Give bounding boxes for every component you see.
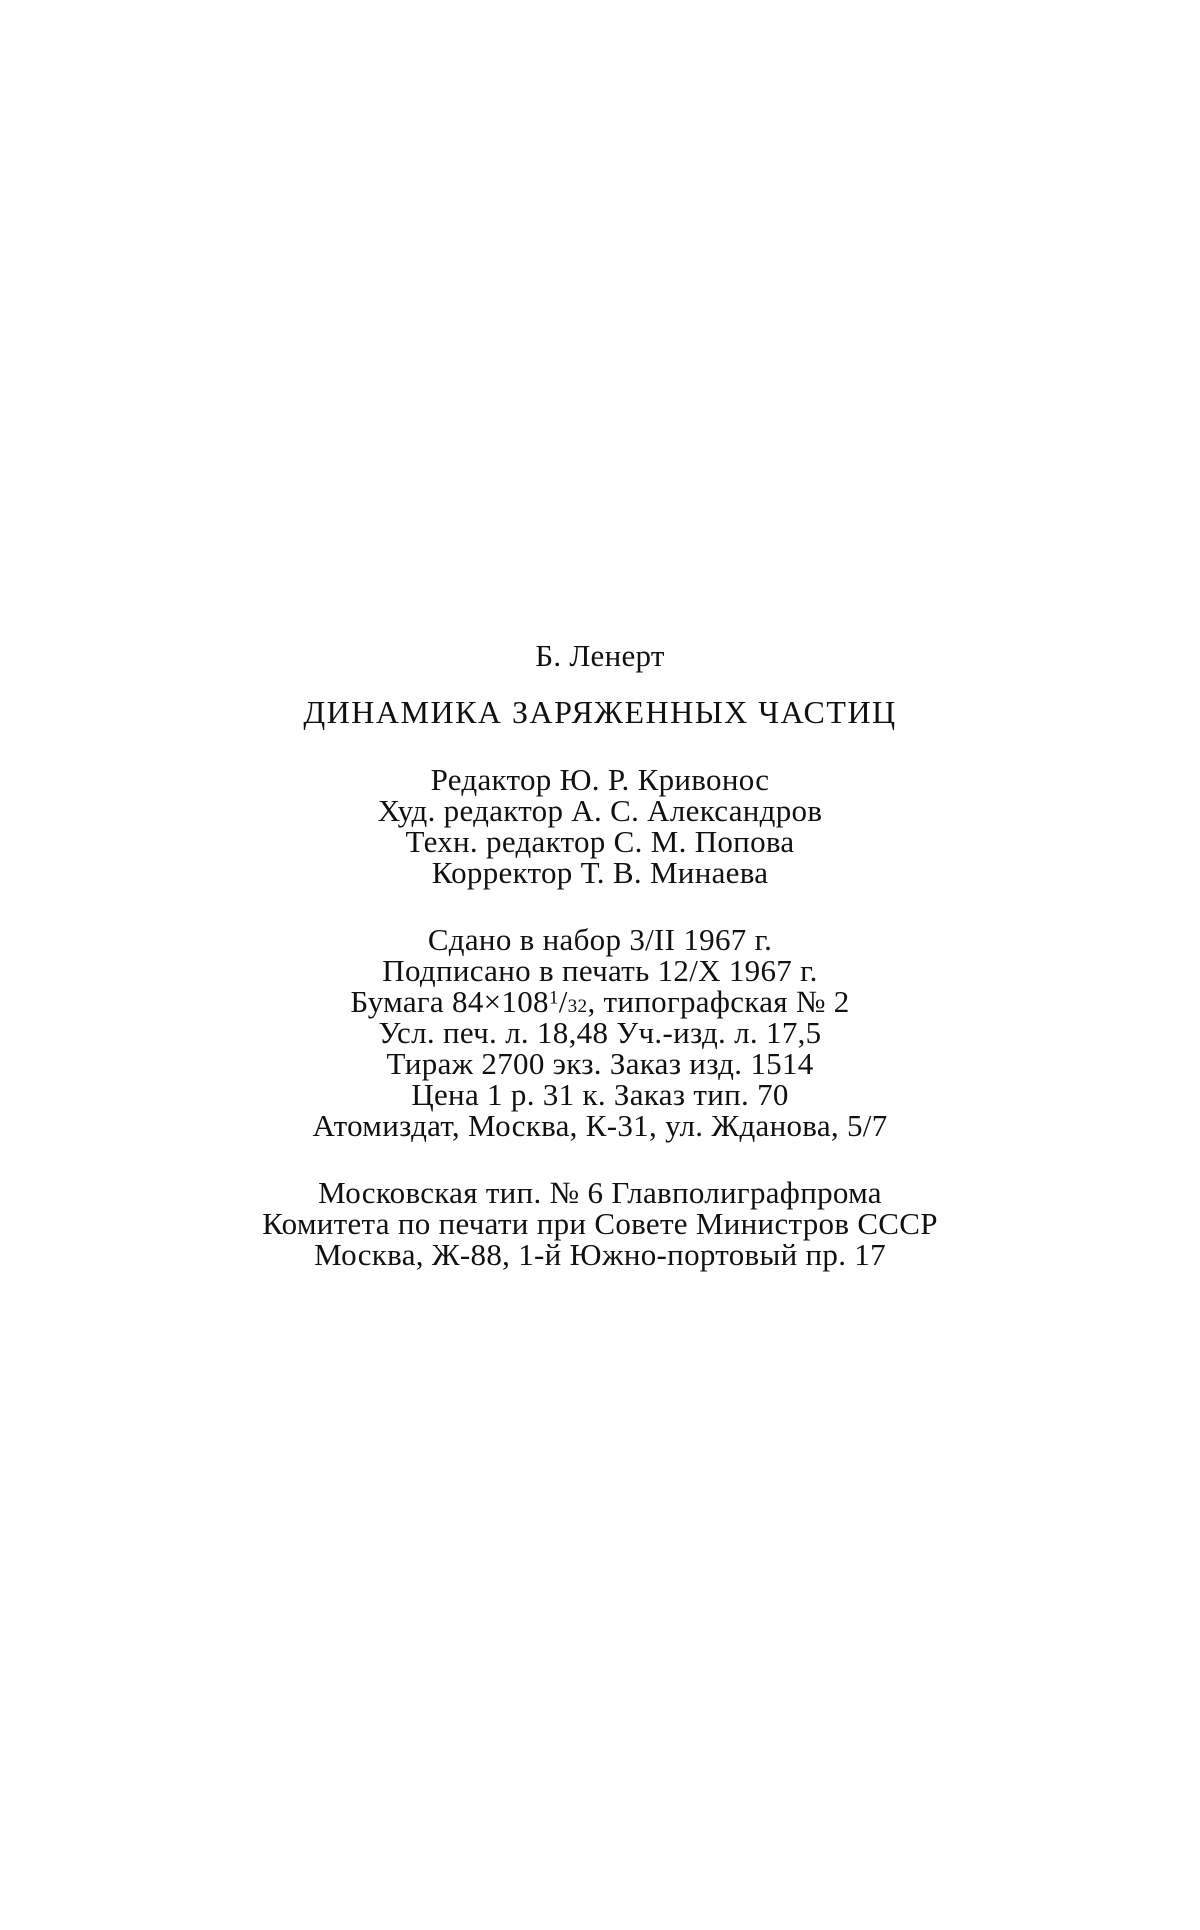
paper-line: [0, 986, 1200, 1017]
paper-fraction-slash: /: [558, 984, 568, 1019]
submitted-line: Сдано в набор 3/II 1967 г.: [427, 922, 773, 957]
paper-format: Бумага 84×108: [350, 984, 549, 1019]
editor-line: Редактор Ю. Р. Кривонос: [430, 762, 770, 797]
print-details-block: [0, 924, 1200, 1141]
book-title: ДИНАМИКА ЗАРЯЖЕННЫХ ЧАСТИЦ: [303, 694, 897, 730]
sheets-line: Усл. печ. л. 18,48 Уч.-изд. л. 17,5: [378, 1015, 822, 1050]
paper-type: , типографская № 2: [587, 984, 850, 1019]
printer-line: Московская тип. № 6 Главполиграфпрома: [318, 1175, 882, 1210]
circulation-line: Тираж 2700 экз. Заказ изд. 1514: [386, 1046, 814, 1081]
signed-line: Подписано в печать 12/X 1967 г.: [382, 953, 818, 988]
art-editor-line: Худ. редактор А. С. Александров: [377, 793, 823, 828]
committee-line: Комитета по печати при Совете Министров СССР: [262, 1206, 938, 1241]
proofreader-line: Корректор Т. В. Минаева: [431, 855, 769, 890]
author-name: Б. Ленерт: [535, 638, 665, 673]
printer-address-line: Москва, Ж-88, 1-й Южно-портовый пр. 17: [314, 1237, 886, 1272]
paper-fraction-denominator: 32: [567, 996, 588, 1017]
editors-block: [0, 764, 1200, 888]
tech-editor-line: Техн. редактор С. М. Попова: [405, 824, 795, 859]
printer-block: [0, 1177, 1200, 1270]
colophon: [0, 640, 1200, 1270]
price-line: Цена 1 р. 31 к. Заказ тип. 70: [411, 1077, 789, 1112]
paper-fraction-numerator: 1: [548, 987, 559, 1009]
publisher-line: Атомиздат, Москва, К-31, ул. Жданова, 5/7: [312, 1108, 888, 1143]
